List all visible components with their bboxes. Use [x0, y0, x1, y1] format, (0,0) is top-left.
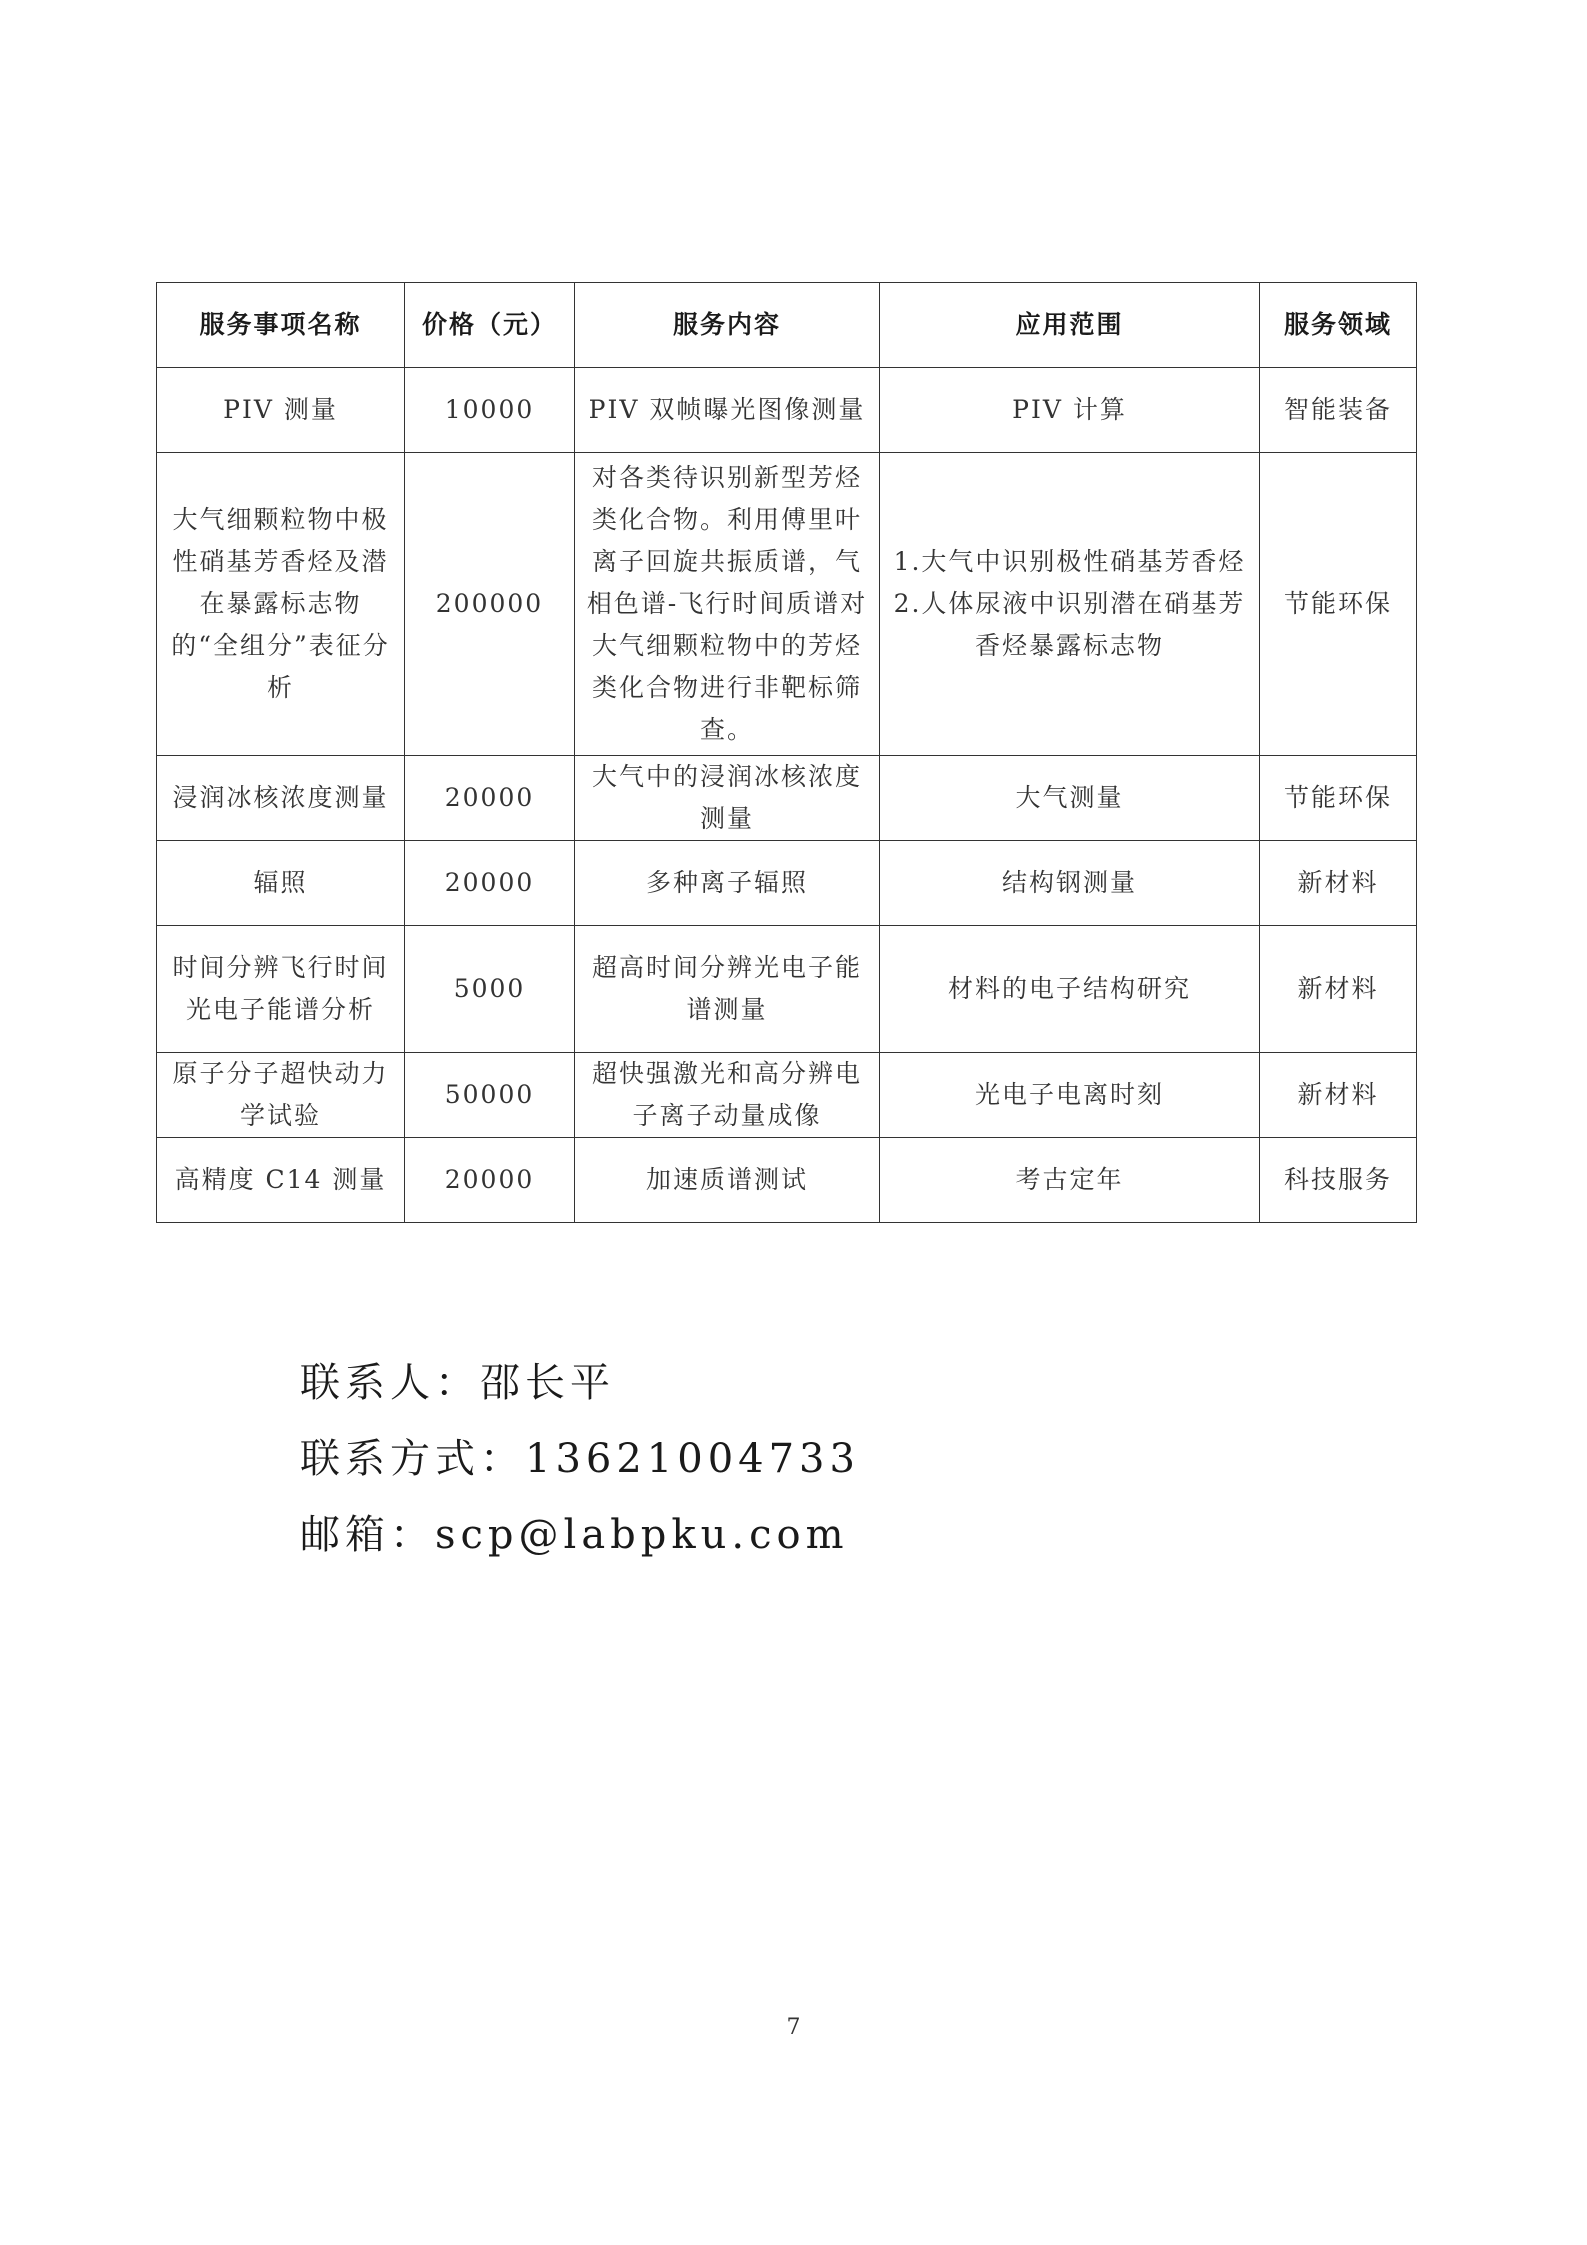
cell-price: 20000 [405, 1138, 575, 1223]
cell-service-field: 节能环保 [1260, 453, 1417, 756]
cell-service-content: 超快强激光和高分辨电子离子动量成像 [575, 1053, 880, 1138]
table-row [157, 453, 1417, 756]
cell-price: 200000 [405, 453, 575, 756]
table-row [157, 926, 1417, 1053]
table-row [157, 841, 1417, 926]
cell-service-content: 对各类待识别新型芳烃类化合物。利用傅里叶离子回旋共振质谱，气相色谱-飞行时间质谱对大气细颗粒物中的芳烃类化合物进行非靶标筛查。 [575, 453, 880, 756]
cell-service-content: PIV 双帧曝光图像测量 [575, 368, 880, 453]
header-service-content: 服务内容 [575, 283, 880, 368]
contact-email: 邮箱：scp@labpku.com [300, 1512, 849, 1558]
cell-application-scope: 材料的电子结构研究 [880, 926, 1260, 1053]
cell-application-scope: 大气测量 [880, 756, 1260, 841]
cell-service-content: 大气中的浸润冰核浓度测量 [575, 756, 880, 841]
services-table [156, 282, 1417, 1223]
cell-service-field: 节能环保 [1260, 756, 1417, 841]
cell-service-field: 新材料 [1260, 926, 1417, 1053]
table-header-row [157, 283, 1417, 368]
cell-service-field: 科技服务 [1260, 1138, 1417, 1223]
header-application-scope: 应用范围 [880, 283, 1260, 368]
cell-service-name: 浸润冰核浓度测量 [157, 756, 405, 841]
cell-service-content: 多种离子辐照 [575, 841, 880, 926]
cell-price: 50000 [405, 1053, 575, 1138]
contact-phone: 联系方式：13621004733 [300, 1436, 860, 1482]
cell-application-scope: 考古定年 [880, 1138, 1260, 1223]
cell-price: 5000 [405, 926, 575, 1053]
header-service-field: 服务领域 [1260, 283, 1417, 368]
cell-application-scope: 光电子电离时刻 [880, 1053, 1260, 1138]
cell-service-name: 高精度 C14 测量 [157, 1138, 405, 1223]
cell-application-scope: 结构钢测量 [880, 841, 1260, 926]
cell-service-name: PIV 测量 [157, 368, 405, 453]
table-row [157, 368, 1417, 453]
cell-service-name: 大气细颗粒物中极性硝基芳香烃及潜在暴露标志物的“全组分”表征分析 [157, 453, 405, 756]
cell-service-name: 辐照 [157, 841, 405, 926]
contact-block [300, 1345, 860, 1573]
cell-service-field: 智能装备 [1260, 368, 1417, 453]
header-price: 价格（元） [405, 283, 575, 368]
cell-price: 10000 [405, 368, 575, 453]
cell-service-name: 时间分辨飞行时间光电子能谱分析 [157, 926, 405, 1053]
cell-price: 20000 [405, 756, 575, 841]
cell-service-field: 新材料 [1260, 841, 1417, 926]
cell-service-content: 超高时间分辨光电子能谱测量 [575, 926, 880, 1053]
page-number: 7 [786, 2015, 801, 2040]
cell-service-field: 新材料 [1260, 1053, 1417, 1138]
header-service-name: 服务事项名称 [157, 283, 405, 368]
table-row [157, 1138, 1417, 1223]
contact-person: 联系人：邵长平 [300, 1360, 615, 1406]
table-row [157, 756, 1417, 841]
cell-application-scope: PIV 计算 [880, 368, 1260, 453]
cell-price: 20000 [405, 841, 575, 926]
table-row [157, 1053, 1417, 1138]
cell-service-content: 加速质谱测试 [575, 1138, 880, 1223]
cell-application-scope: 1.大气中识别极性硝基芳香烃 2.人体尿液中识别潜在硝基芳香烃暴露标志物 [880, 453, 1260, 756]
cell-service-name: 原子分子超快动力学试验 [157, 1053, 405, 1138]
